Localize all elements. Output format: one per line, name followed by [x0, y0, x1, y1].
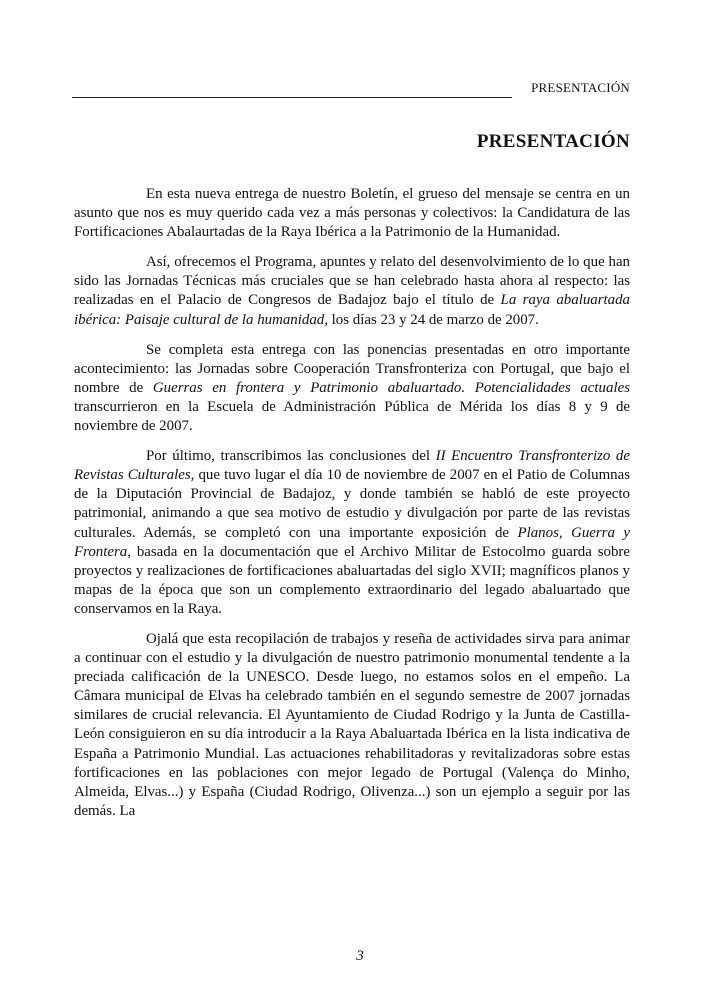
- text-segment: , basada en la documentación que el Archivo Militar de Estocolmo guarda sobre proyectos y realizaciones de fortificaciones abaluartadas del siglo XVII; magníficos planos y mapas de la época que son un complemento extraordinario del legado abaluartado que conservamos en la Raya.: [74, 543, 630, 617]
- text-segment: Se completa esta entrega con las ponencias presentadas en otro importante acontecimiento: las Jornadas sobre Cooperación Transfronteriza con Portugal, que bajo el nombre de: [74, 341, 630, 396]
- paragraph-2: [74, 253, 630, 329]
- header-rule: [72, 97, 512, 98]
- running-header: [72, 80, 630, 100]
- running-title: PRESENTACIÓN: [531, 80, 630, 95]
- italic-title: Guerras en frontera y Patrimonio abaluartado. Potencialidades actuales: [152, 379, 630, 396]
- paragraph-3: [74, 341, 630, 436]
- text-segment: Así, ofrecemos el Programa, apuntes y relato del desenvolvimiento de lo que han sido las Jornadas Técnicas más cruciales que se han celebrado hasta ahora al respecto: las realizadas en el Palacio de Congresos de Badajoz bajo el título de: [74, 254, 630, 309]
- text-segment: los días 23 y 24 de marzo de 2007.: [327, 311, 539, 328]
- italic-title: La raya abaluartada ibérica: Paisaje cultural de la humanidad,: [74, 292, 630, 328]
- paragraph-5: [74, 630, 630, 821]
- italic-title: II Encuentro Transfronterizo de Revistas Culturales,: [74, 448, 630, 484]
- text-segment: Ojalá que esta recopilación de trabajos y reseña de actividades sirva para animar a continuar con el estudio y la divulgación de nuestro patrimonio monumental tendente a la preciada calificación de la UNESCO. Desde luego, no estamos solos en el empeño. La Câmara municipal de Elvas ha celebrado también en el segundo semestre de 2007 jornadas similares de crucial relevancia. El Ayuntamiento de Ciudad Rodrigo y la Junta de Castilla-León consiguieron en su día introducir a la Raya Abaluartada Ibérica en la lista indicativa de España a Patrimonio Mundial. Las actuaciones rehabilitadoras y revitalizadoras sobre estas fortificaciones en las poblaciones con mejor legado de Portugal (Valença do Minho, Almeida, Elvas...) y España (Ciudad Rodrigo, Olivenza...) son un ejemplo a seguir por las demás. La: [74, 630, 630, 819]
- text-segment: que tuvo lugar el día 10 de noviembre de 2007 en el Patio de Columnas de la Diputación Provincial de Badajoz, y donde también se habló de este proyecto patrimonial, animando a que sea motivo de estudio y divulgación por parte de las revistas culturales. Además, se completó con una importante exposición de: [74, 467, 630, 541]
- italic-title: Planos, Guerra y Frontera: [74, 524, 630, 560]
- text-segment: En esta nueva entrega de nuestro Boletín, el grueso del mensaje se centra en un asunto que nos es muy querido cada vez a más personas y colectivos: la Candidatura de las Fortificaciones Abalaurtadas de la Raya Ibérica a la Patrimonio de la Humanidad.: [74, 186, 630, 241]
- paragraph-4: [74, 447, 630, 619]
- paragraph-1: [74, 185, 630, 242]
- text-segment: transcurrieron en la Escuela de Administración Pública de Mérida los días 8 y 9 de noviembre de 2007.: [74, 398, 630, 435]
- page-title: PRESENTACIÓN: [476, 131, 630, 152]
- text-segment: Por último, transcribimos las conclusiones del: [146, 448, 436, 465]
- body-text: [74, 185, 630, 832]
- page-number: 3: [356, 948, 364, 964]
